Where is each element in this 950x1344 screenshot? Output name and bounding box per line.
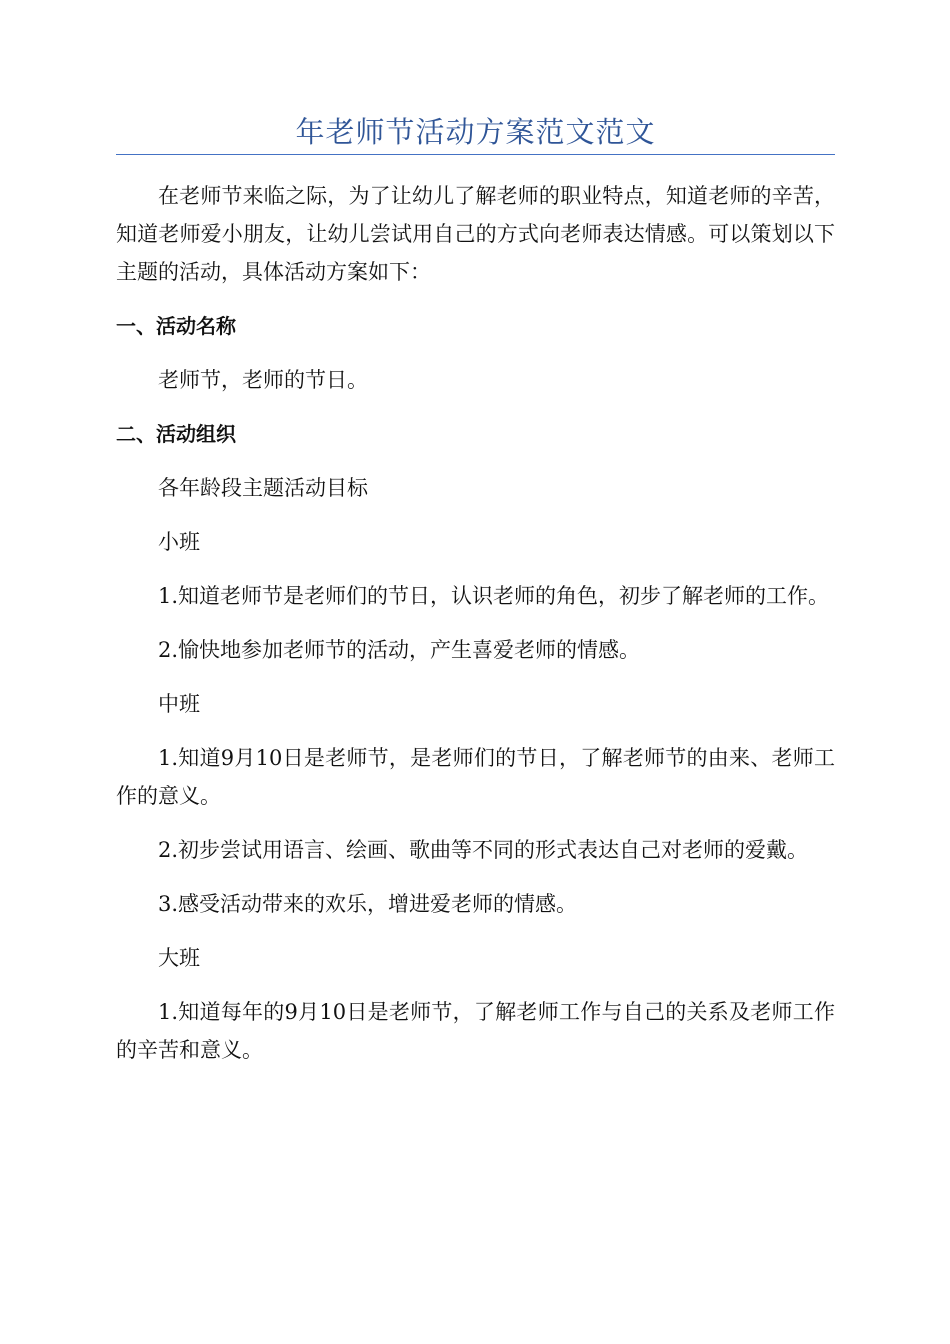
small-class-goal-1: 1.知道老师节是老师们的节日，认识老师的角色，初步了解老师的工作。 [158, 584, 830, 608]
document-body [116, 177, 835, 1085]
goals-intro-paragraph: 各年龄段主题活动目标 [158, 476, 368, 500]
title-underline [116, 154, 835, 155]
small-class-goal-2: 2.愉快地参加老师节的活动，产生喜爱老师的情感。 [158, 638, 641, 662]
middle-class-goal-2: 2.初步尝试用语言、绘画、歌曲等不同的形式表达自己对老师的爱戴。 [158, 838, 809, 862]
section-heading-activity-organization: 二、活动组织 [116, 422, 236, 446]
class-label-middle: 中班 [158, 692, 200, 716]
middle-class-goal-3: 3.感受活动带来的欢乐，增进爱老师的情感。 [158, 892, 578, 916]
large-class-goal-1: 1.知道每年的9月10日是老师节，了解老师工作与自己的关系及老师工作的辛苦和意义。 [116, 1000, 835, 1062]
intro-paragraph: 在老师节来临之际，为了让幼儿了解老师的职业特点，知道老师的辛苦，知道老师爱小朋友，让幼儿尝试用自己的方式向老师表达情感。可以策划以下主题的活动，具体活动方案如下： [116, 184, 835, 284]
activity-name-paragraph: 老师节，老师的节日。 [158, 368, 368, 392]
class-label-small: 小班 [158, 530, 200, 554]
class-label-large: 大班 [158, 946, 200, 970]
section-heading-activity-name: 一、活动名称 [116, 314, 236, 338]
middle-class-goal-1: 1.知道9月10日是老师节，是老师们的节日，了解老师节的由来、老师工作的意义。 [116, 746, 835, 808]
document-title: 年老师节活动方案范文范文 [295, 115, 656, 149]
